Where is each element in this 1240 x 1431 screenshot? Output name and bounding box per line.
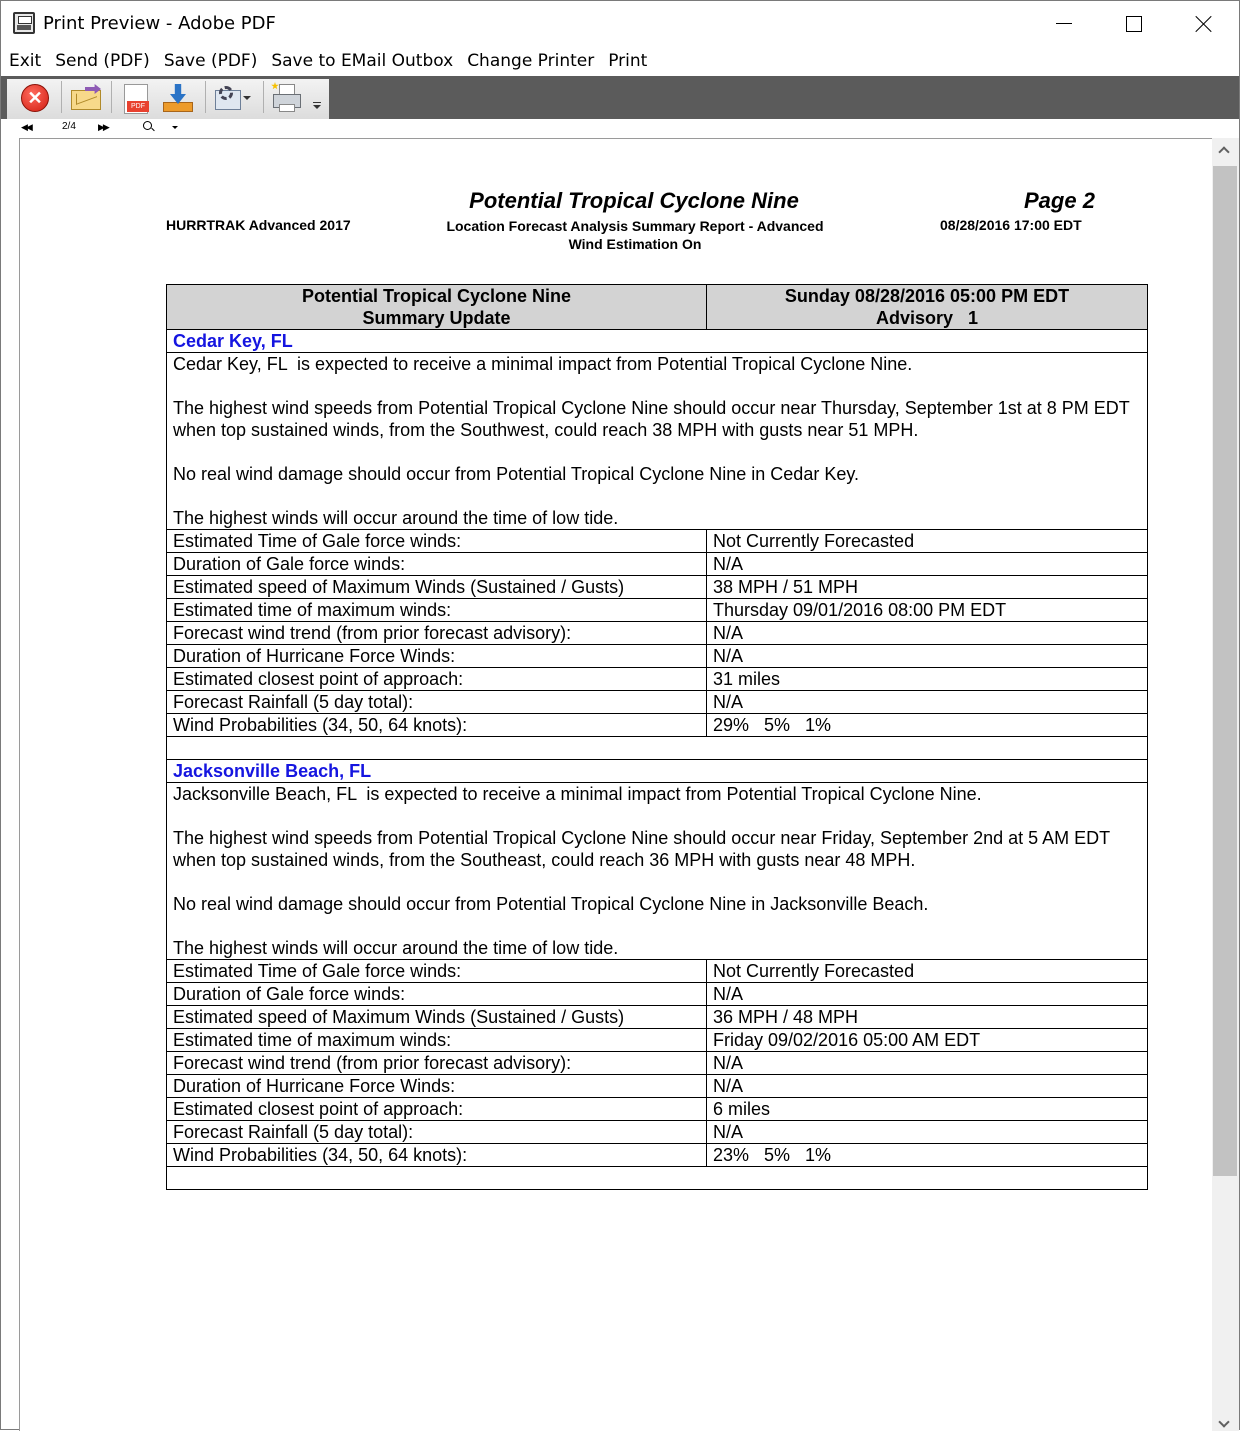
summary-table [166,284,1148,1190]
location-name-row [167,330,1148,353]
minimize-icon [1056,23,1072,24]
zoom-icon[interactable] [143,121,152,130]
location-summary: Jacksonville Beach, FL is expected to receive a minimal impact from Potential Tropical Cyclone Nine. The highest wind speeds from Potential Tropical Cyclone Nine should occur near Friday, September 2nd at 5 AM EDT when top sustained winds, from the Southeast, could reach 36 MPH with gusts near 48 MPH. No real wind damage should occur from Potential Tropical Cyclone Nine in Jacksonville Beach. The highest winds will occur around the time of low tide. [167,783,1148,960]
menu-send-pdf[interactable]: Send (PDF) [55,51,150,71]
row-value: 29% 5% 1% [707,714,1148,737]
row-label: Forecast wind trend (from prior forecast advisory): [167,622,707,645]
table-row [167,1075,1148,1098]
toolbar-separator [111,81,112,113]
menu-print[interactable]: Print [608,51,648,71]
row-label: Estimated closest point of approach: [167,1098,707,1121]
row-value: Not Currently Forecasted [707,960,1148,983]
toolbar-separator [61,81,62,113]
printer-icon[interactable] [271,82,305,114]
row-value: N/A [707,1075,1148,1098]
toolbar-overflow-icon[interactable] [313,102,323,112]
row-label: Forecast wind trend (from prior forecast advisory): [167,1052,707,1075]
report-subtitle-line1: Location Forecast Analysis Summary Report - Advanced [446,218,824,234]
scroll-up-icon[interactable] [1218,146,1229,157]
toolbar-separator [263,81,264,113]
locations-body [167,330,1148,1190]
row-value: N/A [707,691,1148,714]
table-row [167,1029,1148,1052]
row-label: Estimated speed of Maximum Winds (Sustained / Gusts) [167,576,707,599]
row-label: Duration of Hurricane Force Winds: [167,645,707,668]
table-row [167,1052,1148,1075]
report-subtitle-line2: Wind Estimation On [568,236,702,252]
exit-icon[interactable]: ✕ [19,82,53,114]
page-setup-icon[interactable] [213,82,247,114]
table-row [167,645,1148,668]
last-page-icon[interactable]: ▶▶ [98,122,108,132]
row-label: Estimated Time of Gale force winds: [167,960,707,983]
menu-change-printer[interactable]: Change Printer [467,51,595,71]
location-title: Cedar Key, FL [173,331,293,351]
menu-exit[interactable]: Exit [9,51,42,71]
row-label: Estimated speed of Maximum Winds (Sustained / Gusts) [167,1006,707,1029]
maximize-icon [1126,16,1142,32]
row-value: Not Currently Forecasted [707,530,1148,553]
table-row [167,530,1148,553]
spacer-row [167,737,1148,760]
table-row [167,622,1148,645]
table-row [167,599,1148,622]
menu-bar [1,46,1239,76]
summary-header-left: Potential Tropical Cyclone Nine Summary Update [167,285,707,330]
table-row [167,960,1148,983]
spacer-row [167,1167,1148,1190]
send-mail-icon[interactable] [69,82,103,114]
row-label: Forecast Rainfall (5 day total): [167,1121,707,1144]
close-icon [1195,15,1213,33]
page-indicator[interactable]: 2/4 [62,121,76,132]
summary-header-row [167,285,1148,330]
title-bar [1,1,1239,46]
table-row [167,576,1148,599]
location-name [167,330,1148,353]
row-value: 23% 5% 1% [707,1144,1148,1167]
row-value: N/A [707,1052,1148,1075]
menu-save-pdf[interactable]: Save (PDF) [163,51,258,71]
table-row [167,553,1148,576]
row-label: Duration of Gale force winds: [167,553,707,576]
row-value: 38 MPH / 51 MPH [707,576,1148,599]
toolbar-separator [205,81,206,113]
page-navigation [1,119,1239,137]
row-value: N/A [707,622,1148,645]
report-title: Potential Tropical Cyclone Nine [469,188,799,213]
table-row [167,691,1148,714]
report-page-number: Page 2 [1024,188,1095,213]
minimize-button[interactable] [1029,1,1099,46]
table-row [167,1121,1148,1144]
row-value: 31 miles [707,668,1148,691]
row-label: Estimated time of maximum winds: [167,599,707,622]
summary-header-right: Sunday 08/28/2016 05:00 PM EDT Advisory 1 [707,285,1148,330]
table-row [167,983,1148,1006]
row-value: Thursday 09/01/2016 08:00 PM EDT [707,599,1148,622]
table-row [167,668,1148,691]
report-subtitle [380,217,890,253]
table-row [167,1006,1148,1029]
row-label: Wind Probabilities (34, 50, 64 knots): [167,1144,707,1167]
location-summary-row [167,783,1148,960]
row-value: N/A [707,983,1148,1006]
vertical-scrollbar[interactable] [1212,138,1239,1431]
report-app-name: HURRTRAK Advanced 2017 [166,217,351,233]
toolbar [1,76,1239,119]
table-row [167,714,1148,737]
row-value: 36 MPH / 48 MPH [707,1006,1148,1029]
row-label: Duration of Hurricane Force Winds: [167,1075,707,1098]
location-title: Jacksonville Beach, FL [173,761,372,781]
table-row [167,1144,1148,1167]
row-value: Friday 09/02/2016 05:00 AM EDT [707,1029,1148,1052]
row-label: Estimated time of maximum winds: [167,1029,707,1052]
row-value: N/A [707,553,1148,576]
zoom-dropdown-icon[interactable] [172,126,178,129]
row-value: 6 miles [707,1098,1148,1121]
preview-page [19,138,1212,1431]
row-value: N/A [707,645,1148,668]
row-label: Estimated closest point of approach: [167,668,707,691]
scroll-down-icon[interactable] [1218,1416,1229,1427]
report-date: 08/28/2016 17:00 EDT [940,217,1082,233]
location-name [167,760,1148,783]
window-title: Print Preview - Adobe PDF [43,13,276,34]
maximize-button[interactable] [1099,1,1169,46]
scrollbar-thumb[interactable] [1213,166,1237,1176]
row-label: Duration of Gale force winds: [167,983,707,1006]
row-value: N/A [707,1121,1148,1144]
location-name-row [167,760,1148,783]
printer-app-icon [13,12,35,34]
close-button[interactable] [1169,1,1239,46]
first-page-icon[interactable]: ◀◀ [21,122,31,132]
row-label: Wind Probabilities (34, 50, 64 knots): [167,714,707,737]
location-summary: Cedar Key, FL is expected to receive a minimal impact from Potential Tropical Cyclone Nine. The highest wind speeds from Potential Tropical Cyclone Nine should occur near Thursday, September 1st at 8 PM EDT when top sustained winds, from the Southwest, could reach 38 MPH with gusts near 51 MPH. No real wind damage should occur from Potential Tropical Cyclone Nine in Cedar Key. The highest winds will occur around the time of low tide. [167,353,1148,530]
row-label: Estimated Time of Gale force winds: [167,530,707,553]
menu-save-to-email-outbox[interactable]: Save to EMail Outbox [271,51,454,71]
location-summary-row [167,353,1148,530]
save-download-icon[interactable] [161,82,195,114]
table-row [167,1098,1148,1121]
row-label: Forecast Rainfall (5 day total): [167,691,707,714]
pdf-file-icon[interactable]: PDF [119,82,153,114]
